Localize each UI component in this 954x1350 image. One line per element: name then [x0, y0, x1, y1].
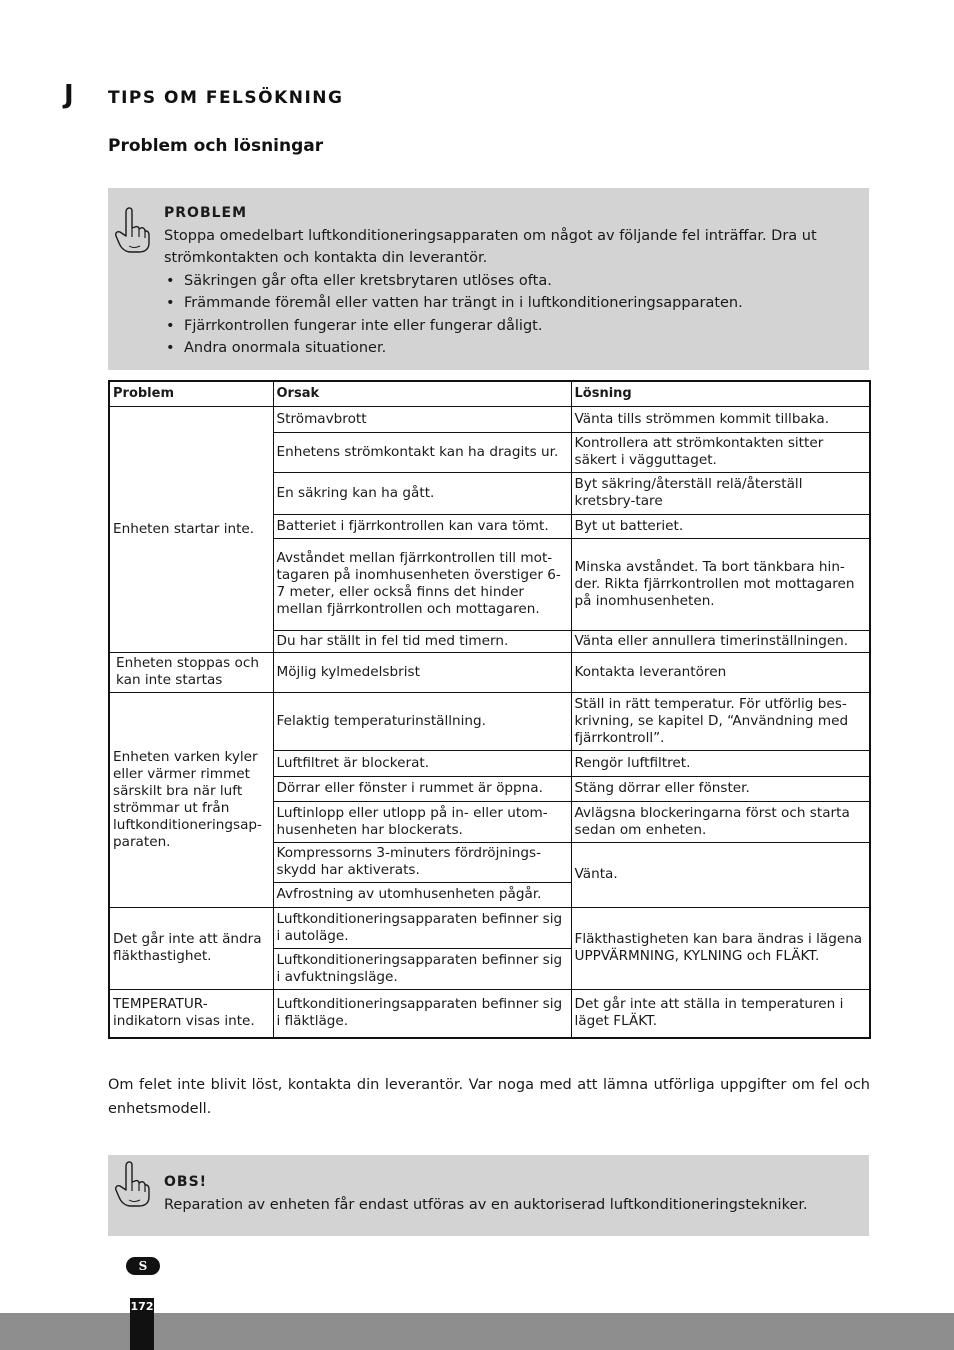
page-number: 172 [130, 1300, 154, 1313]
troubleshooting-table [108, 380, 871, 1039]
cause-cell: Avfrostning av utomhusenheten pågår. [273, 882, 571, 907]
solution-cell: Det går inte att ställa in temperaturen i läget FLÄKT. [571, 989, 870, 1038]
solution-cell: Vänta eller annullera timerinställningen. [571, 630, 870, 652]
section-title: TIPS OM FELSÖKNING [108, 88, 344, 108]
solution-cell: Byt ut batteriet. [571, 514, 870, 538]
table-row [109, 907, 870, 948]
cause-cell: Möjlig kylmedelsbrist [273, 652, 571, 692]
solution-cell: Vänta tills strömmen kommit tillbaka. [571, 406, 870, 432]
list-item: • Säkringen går ofta eller kretsbrytaren utlöses ofta. [164, 270, 839, 293]
cause-cell: Luftkonditioneringsapparaten befinner sig i fläktläge. [273, 989, 571, 1038]
solution-cell: Minska avståndet. Ta bort tänkbara hin-der. Rikta fjärrkontrollen mot mottagaren på inomhusenheten. [571, 538, 870, 630]
cause-cell: Dörrar eller fönster i rummet är öppna. [273, 776, 571, 801]
problem-cell: Enheten stoppas och kan inte startas [109, 652, 273, 692]
column-header: Lösning [571, 381, 870, 406]
cause-cell: Batteriet i fjärrkontrollen kan vara tömt. [273, 514, 571, 538]
solution-cell: Byt säkring/återställ relä/återställ kretsbry-tare [571, 472, 870, 514]
solution-cell: Stäng dörrar eller fönster. [571, 776, 870, 801]
solution-cell: Kontrollera att strömkontakten sitter säkert i vägguttaget. [571, 432, 870, 472]
list-item: • Andra onormala situationer. [164, 337, 839, 360]
solution-cell: Vänta. [571, 842, 870, 907]
column-header: Problem [109, 381, 273, 406]
table-row [109, 406, 870, 432]
table-row [109, 989, 870, 1038]
cause-cell: Luftfiltret är blockerat. [273, 750, 571, 776]
solution-cell: Fläkthastigheten kan bara ändras i lägena UPPVÄRMNING, KYLNING och FLÄKT. [571, 907, 870, 989]
problem-bullets [164, 270, 839, 360]
obs-note-box [108, 1155, 869, 1236]
solution-cell: Ställ in rätt temperatur. För utförlig bes-krivning, se kapitel D, “Användning med fjärrkontroll”. [571, 692, 870, 750]
cause-cell: Luftinlopp eller utlopp på in- eller utom-husenheten har blockerats. [273, 801, 571, 842]
list-item: • Fjärrkontrollen fungerar inte eller fungerar dåligt. [164, 315, 839, 338]
problem-cell: Enheten startar inte. [109, 406, 273, 652]
cause-cell: Luftkonditioneringsapparaten befinner sig i autoläge. [273, 907, 571, 948]
cause-cell: Avståndet mellan fjärrkontrollen till mot-tagaren på inomhusenheten överstiger 6-7 meter, eller också finns det hinder mellan fjärrkontrollen och mottagaren. [273, 538, 571, 630]
table-header-row [109, 381, 870, 406]
list-item: • Främmande föremål eller vatten har trängt in i luftkonditioneringsapparaten. [164, 292, 839, 315]
table-row [109, 652, 870, 692]
problem-cell: TEMPERATUR-indikatorn visas inte. [109, 989, 273, 1038]
page-subtitle: Problem och lösningar [108, 136, 324, 156]
problem-heading: PROBLEM [164, 205, 248, 221]
cause-cell: Kompressorns 3-minuters fördröjnings-skydd har aktiverats. [273, 842, 571, 882]
cause-cell: Felaktig temperaturinställning. [273, 692, 571, 750]
pointing-hand-icon [114, 1160, 150, 1208]
contact-supplier-text: Om felet inte blivit löst, kontakta din leverantör. Var noga med att lämna utförliga uppgifter om fel och enhetsmodell. [108, 1077, 870, 1117]
obs-text: Reparation av enheten får endast utföras av en auktoriserad luftkonditioneringstekniker. [164, 1196, 808, 1213]
page-number-tab [130, 1298, 154, 1350]
cause-cell: Enhetens strömkontakt kan ha dragits ur. [273, 432, 571, 472]
cause-cell: En säkring kan ha gått. [273, 472, 571, 514]
cause-cell: Luftkonditioneringsapparaten befinner sig i avfuktningsläge. [273, 948, 571, 989]
obs-heading: OBS! [164, 1174, 208, 1190]
table-row [109, 692, 870, 750]
language-badge: S [126, 1257, 160, 1275]
cause-cell: Strömavbrott [273, 406, 571, 432]
solution-cell: Rengör luftfiltret. [571, 750, 870, 776]
problem-note-box [108, 188, 869, 370]
problem-cell: Det går inte att ändra fläkthastighet. [109, 907, 273, 989]
problem-cell: Enheten varken kyler eller värmer rimmet särskilt bra när luft strömmar ut från luftkonditioneringsap-paraten. [109, 692, 273, 907]
column-header: Orsak [273, 381, 571, 406]
pointing-hand-icon [114, 206, 150, 254]
problem-intro: Stoppa omedelbart luftkonditioneringsapparaten om något av följande fel inträffar. Dra ut strömkontakten och kontakta din leverantör. [164, 227, 817, 266]
solution-cell: Kontakta leverantören [571, 652, 870, 692]
chapter-letter: J [64, 80, 74, 110]
solution-cell: Avlägsna blockeringarna först och starta sedan om enheten. [571, 801, 870, 842]
cause-cell: Du har ställt in fel tid med timern. [273, 630, 571, 652]
